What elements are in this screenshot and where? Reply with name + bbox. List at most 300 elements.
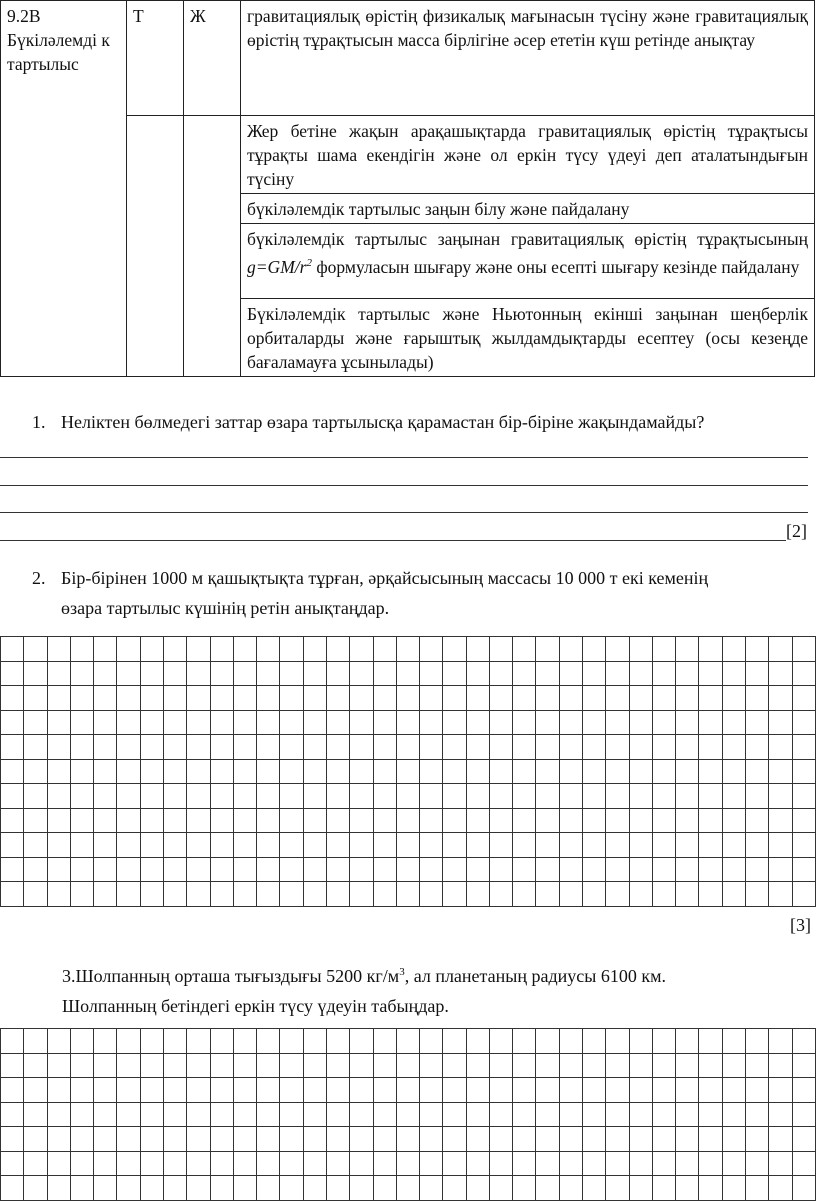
grid-cell[interactable]: [722, 857, 745, 882]
grid-cell[interactable]: [1, 1176, 24, 1201]
grid-cell[interactable]: [210, 1029, 233, 1054]
grid-cell[interactable]: [629, 1176, 652, 1201]
grid-cell[interactable]: [257, 833, 280, 858]
grid-cell[interactable]: [47, 1127, 70, 1152]
grid-cell[interactable]: [257, 686, 280, 711]
answer-grid-2[interactable]: [0, 1028, 816, 1201]
grid-cell[interactable]: [303, 759, 326, 784]
grid-cell[interactable]: [629, 661, 652, 686]
grid-cell[interactable]: [70, 857, 93, 882]
grid-cell[interactable]: [94, 1151, 117, 1176]
grid-cell[interactable]: [233, 1078, 256, 1103]
grid-cell[interactable]: [792, 1151, 815, 1176]
grid-cell[interactable]: [676, 1078, 699, 1103]
grid-cell[interactable]: [769, 686, 792, 711]
grid-cell[interactable]: [140, 735, 163, 760]
grid-cell[interactable]: [792, 1102, 815, 1127]
grid-cell[interactable]: [233, 637, 256, 662]
grid-cell[interactable]: [629, 882, 652, 907]
grid-cell[interactable]: [583, 1151, 606, 1176]
grid-cell[interactable]: [47, 637, 70, 662]
grid-cell[interactable]: [652, 1053, 675, 1078]
grid-cell[interactable]: [163, 735, 186, 760]
grid-cell[interactable]: [117, 1151, 140, 1176]
grid-cell[interactable]: [769, 661, 792, 686]
grid-cell[interactable]: [536, 1078, 559, 1103]
grid-cell[interactable]: [350, 710, 373, 735]
grid-cell[interactable]: [699, 784, 722, 809]
grid-cell[interactable]: [94, 857, 117, 882]
grid-cell[interactable]: [47, 1176, 70, 1201]
grid-cell[interactable]: [606, 1078, 629, 1103]
grid-cell[interactable]: [1, 1127, 24, 1152]
grid-cell[interactable]: [280, 1151, 303, 1176]
grid-cell[interactable]: [792, 833, 815, 858]
grid-cell[interactable]: [350, 1078, 373, 1103]
grid-cell[interactable]: [94, 1029, 117, 1054]
grid-cell[interactable]: [70, 637, 93, 662]
grid-cell[interactable]: [583, 1029, 606, 1054]
grid-cell[interactable]: [396, 857, 419, 882]
grid-cell[interactable]: [373, 1151, 396, 1176]
grid-cell[interactable]: [583, 833, 606, 858]
grid-cell[interactable]: [513, 857, 536, 882]
grid-cell[interactable]: [769, 637, 792, 662]
grid-cell[interactable]: [303, 857, 326, 882]
grid-cell[interactable]: [559, 1151, 582, 1176]
grid-cell[interactable]: [629, 637, 652, 662]
grid-cell[interactable]: [583, 710, 606, 735]
grid-cell[interactable]: [676, 735, 699, 760]
grid-cell[interactable]: [187, 759, 210, 784]
grid-cell[interactable]: [140, 637, 163, 662]
grid-cell[interactable]: [722, 1078, 745, 1103]
grid-cell[interactable]: [513, 1127, 536, 1152]
grid-cell[interactable]: [350, 661, 373, 686]
grid-cell[interactable]: [699, 686, 722, 711]
grid-cell[interactable]: [303, 808, 326, 833]
grid-cell[interactable]: [47, 710, 70, 735]
grid-cell[interactable]: [466, 1151, 489, 1176]
grid-cell[interactable]: [396, 784, 419, 809]
grid-cell[interactable]: [187, 833, 210, 858]
grid-cell[interactable]: [792, 637, 815, 662]
grid-cell[interactable]: [187, 1053, 210, 1078]
grid-cell[interactable]: [769, 1078, 792, 1103]
grid-cell[interactable]: [652, 833, 675, 858]
grid-cell[interactable]: [699, 1176, 722, 1201]
grid-cell[interactable]: [257, 759, 280, 784]
grid-cell[interactable]: [140, 833, 163, 858]
grid-cell[interactable]: [652, 1127, 675, 1152]
grid-cell[interactable]: [303, 661, 326, 686]
grid-cell[interactable]: [210, 637, 233, 662]
grid-cell[interactable]: [583, 882, 606, 907]
grid-cell[interactable]: [606, 1053, 629, 1078]
grid-cell[interactable]: [699, 661, 722, 686]
grid-cell[interactable]: [94, 1127, 117, 1152]
grid-cell[interactable]: [350, 808, 373, 833]
grid-cell[interactable]: [443, 857, 466, 882]
grid-cell[interactable]: [233, 710, 256, 735]
grid-cell[interactable]: [676, 784, 699, 809]
grid-cell[interactable]: [280, 1078, 303, 1103]
grid-cell[interactable]: [373, 759, 396, 784]
grid-cell[interactable]: [466, 857, 489, 882]
grid-cell[interactable]: [163, 784, 186, 809]
answer-grid-1[interactable]: [0, 636, 816, 907]
grid-cell[interactable]: [536, 759, 559, 784]
grid-cell[interactable]: [24, 1053, 47, 1078]
grid-cell[interactable]: [326, 833, 349, 858]
grid-cell[interactable]: [1, 710, 24, 735]
grid-cell[interactable]: [746, 857, 769, 882]
grid-cell[interactable]: [676, 882, 699, 907]
grid-cell[interactable]: [187, 1029, 210, 1054]
grid-cell[interactable]: [140, 1151, 163, 1176]
grid-cell[interactable]: [513, 1176, 536, 1201]
grid-cell[interactable]: [1, 1151, 24, 1176]
grid-cell[interactable]: [117, 1029, 140, 1054]
grid-cell[interactable]: [583, 661, 606, 686]
grid-cell[interactable]: [280, 857, 303, 882]
grid-cell[interactable]: [792, 710, 815, 735]
grid-cell[interactable]: [699, 735, 722, 760]
grid-cell[interactable]: [606, 833, 629, 858]
grid-cell[interactable]: [280, 637, 303, 662]
grid-cell[interactable]: [606, 710, 629, 735]
grid-cell[interactable]: [94, 784, 117, 809]
grid-cell[interactable]: [583, 686, 606, 711]
grid-cell[interactable]: [210, 808, 233, 833]
grid-cell[interactable]: [117, 1053, 140, 1078]
grid-cell[interactable]: [187, 686, 210, 711]
grid-cell[interactable]: [303, 784, 326, 809]
grid-cell[interactable]: [350, 1127, 373, 1152]
grid-cell[interactable]: [187, 1078, 210, 1103]
grid-cell[interactable]: [163, 1053, 186, 1078]
grid-cell[interactable]: [210, 1176, 233, 1201]
grid-cell[interactable]: [489, 1029, 512, 1054]
grid-cell[interactable]: [210, 686, 233, 711]
grid-cell[interactable]: [350, 735, 373, 760]
grid-cell[interactable]: [1, 759, 24, 784]
grid-cell[interactable]: [466, 1029, 489, 1054]
grid-cell[interactable]: [396, 637, 419, 662]
grid-cell[interactable]: [233, 1151, 256, 1176]
grid-cell[interactable]: [210, 735, 233, 760]
grid-cell[interactable]: [396, 1029, 419, 1054]
grid-cell[interactable]: [280, 784, 303, 809]
grid-cell[interactable]: [24, 857, 47, 882]
grid-cell[interactable]: [326, 1176, 349, 1201]
grid-cell[interactable]: [583, 1078, 606, 1103]
grid-cell[interactable]: [24, 735, 47, 760]
grid-cell[interactable]: [536, 882, 559, 907]
grid-cell[interactable]: [699, 833, 722, 858]
grid-cell[interactable]: [396, 686, 419, 711]
grid-cell[interactable]: [466, 784, 489, 809]
grid-cell[interactable]: [722, 808, 745, 833]
grid-cell[interactable]: [746, 710, 769, 735]
grid-cell[interactable]: [1, 784, 24, 809]
grid-cell[interactable]: [746, 661, 769, 686]
grid-cell[interactable]: [24, 808, 47, 833]
grid-cell[interactable]: [652, 1176, 675, 1201]
grid-cell[interactable]: [746, 759, 769, 784]
grid-cell[interactable]: [489, 661, 512, 686]
grid-cell[interactable]: [420, 1053, 443, 1078]
grid-cell[interactable]: [699, 808, 722, 833]
grid-cell[interactable]: [350, 1102, 373, 1127]
grid-cell[interactable]: [792, 882, 815, 907]
grid-cell[interactable]: [676, 759, 699, 784]
grid-cell[interactable]: [420, 710, 443, 735]
grid-cell[interactable]: [70, 1151, 93, 1176]
grid-cell[interactable]: [746, 1078, 769, 1103]
grid-cell[interactable]: [769, 784, 792, 809]
grid-cell[interactable]: [652, 637, 675, 662]
grid-cell[interactable]: [606, 637, 629, 662]
grid-cell[interactable]: [233, 1102, 256, 1127]
grid-cell[interactable]: [326, 1078, 349, 1103]
grid-cell[interactable]: [70, 1029, 93, 1054]
grid-cell[interactable]: [536, 1029, 559, 1054]
grid-cell[interactable]: [140, 808, 163, 833]
grid-cell[interactable]: [47, 1151, 70, 1176]
grid-cell[interactable]: [792, 686, 815, 711]
grid-cell[interactable]: [303, 1053, 326, 1078]
grid-cell[interactable]: [722, 784, 745, 809]
grid-cell[interactable]: [792, 1176, 815, 1201]
grid-cell[interactable]: [233, 1127, 256, 1152]
grid-cell[interactable]: [606, 735, 629, 760]
grid-cell[interactable]: [722, 1053, 745, 1078]
grid-cell[interactable]: [280, 1127, 303, 1152]
grid-cell[interactable]: [117, 759, 140, 784]
grid-cell[interactable]: [117, 1078, 140, 1103]
grid-cell[interactable]: [187, 784, 210, 809]
grid-cell[interactable]: [559, 686, 582, 711]
grid-cell[interactable]: [652, 808, 675, 833]
grid-cell[interactable]: [117, 833, 140, 858]
grid-cell[interactable]: [443, 1029, 466, 1054]
grid-cell[interactable]: [373, 1078, 396, 1103]
grid-cell[interactable]: [47, 833, 70, 858]
grid-cell[interactable]: [163, 1151, 186, 1176]
grid-cell[interactable]: [513, 1053, 536, 1078]
grid-cell[interactable]: [70, 1102, 93, 1127]
grid-cell[interactable]: [70, 661, 93, 686]
grid-cell[interactable]: [583, 735, 606, 760]
grid-cell[interactable]: [163, 710, 186, 735]
grid-cell[interactable]: [303, 882, 326, 907]
grid-cell[interactable]: [466, 637, 489, 662]
grid-cell[interactable]: [536, 833, 559, 858]
grid-cell[interactable]: [746, 1151, 769, 1176]
grid-cell[interactable]: [769, 857, 792, 882]
grid-cell[interactable]: [257, 710, 280, 735]
grid-cell[interactable]: [489, 882, 512, 907]
grid-cell[interactable]: [629, 833, 652, 858]
grid-cell[interactable]: [47, 686, 70, 711]
grid-cell[interactable]: [489, 1176, 512, 1201]
grid-cell[interactable]: [187, 1127, 210, 1152]
answer-line-4[interactable]: [0, 540, 786, 541]
grid-cell[interactable]: [140, 686, 163, 711]
grid-cell[interactable]: [350, 784, 373, 809]
grid-cell[interactable]: [466, 882, 489, 907]
grid-cell[interactable]: [746, 637, 769, 662]
grid-cell[interactable]: [1, 637, 24, 662]
grid-cell[interactable]: [769, 1176, 792, 1201]
grid-cell[interactable]: [746, 784, 769, 809]
grid-cell[interactable]: [722, 1151, 745, 1176]
grid-cell[interactable]: [489, 857, 512, 882]
grid-cell[interactable]: [373, 1127, 396, 1152]
grid-cell[interactable]: [233, 686, 256, 711]
grid-cell[interactable]: [652, 710, 675, 735]
grid-cell[interactable]: [303, 833, 326, 858]
grid-cell[interactable]: [466, 735, 489, 760]
grid-cell[interactable]: [583, 759, 606, 784]
grid-cell[interactable]: [489, 1078, 512, 1103]
grid-cell[interactable]: [443, 686, 466, 711]
grid-cell[interactable]: [70, 808, 93, 833]
grid-cell[interactable]: [47, 1053, 70, 1078]
grid-cell[interactable]: [280, 759, 303, 784]
grid-cell[interactable]: [140, 661, 163, 686]
grid-cell[interactable]: [280, 661, 303, 686]
grid-cell[interactable]: [140, 1176, 163, 1201]
grid-cell[interactable]: [699, 759, 722, 784]
grid-cell[interactable]: [513, 686, 536, 711]
grid-cell[interactable]: [117, 784, 140, 809]
grid-cell[interactable]: [606, 759, 629, 784]
grid-cell[interactable]: [396, 1102, 419, 1127]
grid-cell[interactable]: [233, 784, 256, 809]
grid-cell[interactable]: [303, 637, 326, 662]
grid-cell[interactable]: [1, 1029, 24, 1054]
grid-cell[interactable]: [652, 1151, 675, 1176]
grid-cell[interactable]: [536, 637, 559, 662]
grid-cell[interactable]: [443, 661, 466, 686]
grid-cell[interactable]: [652, 1078, 675, 1103]
grid-cell[interactable]: [210, 1053, 233, 1078]
grid-cell[interactable]: [280, 808, 303, 833]
grid-cell[interactable]: [559, 882, 582, 907]
grid-cell[interactable]: [326, 1029, 349, 1054]
grid-cell[interactable]: [466, 1102, 489, 1127]
grid-cell[interactable]: [257, 1176, 280, 1201]
grid-cell[interactable]: [140, 882, 163, 907]
grid-cell[interactable]: [326, 710, 349, 735]
grid-cell[interactable]: [163, 1029, 186, 1054]
grid-cell[interactable]: [536, 1053, 559, 1078]
grid-cell[interactable]: [769, 1151, 792, 1176]
grid-cell[interactable]: [420, 833, 443, 858]
grid-cell[interactable]: [722, 1127, 745, 1152]
grid-cell[interactable]: [722, 1176, 745, 1201]
grid-cell[interactable]: [1, 1053, 24, 1078]
grid-cell[interactable]: [629, 1151, 652, 1176]
grid-cell[interactable]: [769, 759, 792, 784]
grid-cell[interactable]: [140, 1127, 163, 1152]
grid-cell[interactable]: [396, 710, 419, 735]
grid-cell[interactable]: [257, 1102, 280, 1127]
grid-cell[interactable]: [1, 1078, 24, 1103]
grid-cell[interactable]: [1, 1102, 24, 1127]
grid-cell[interactable]: [722, 637, 745, 662]
grid-cell[interactable]: [163, 1078, 186, 1103]
grid-cell[interactable]: [47, 882, 70, 907]
grid-cell[interactable]: [140, 1078, 163, 1103]
grid-cell[interactable]: [583, 1102, 606, 1127]
grid-cell[interactable]: [187, 1176, 210, 1201]
grid-cell[interactable]: [489, 1053, 512, 1078]
grid-cell[interactable]: [326, 882, 349, 907]
grid-cell[interactable]: [420, 1078, 443, 1103]
grid-cell[interactable]: [559, 1127, 582, 1152]
grid-cell[interactable]: [746, 1029, 769, 1054]
grid-cell[interactable]: [676, 1127, 699, 1152]
grid-cell[interactable]: [559, 833, 582, 858]
grid-cell[interactable]: [396, 759, 419, 784]
grid-cell[interactable]: [24, 759, 47, 784]
grid-cell[interactable]: [559, 808, 582, 833]
grid-cell[interactable]: [396, 833, 419, 858]
grid-cell[interactable]: [489, 637, 512, 662]
grid-cell[interactable]: [373, 1053, 396, 1078]
grid-cell[interactable]: [699, 1151, 722, 1176]
grid-cell[interactable]: [303, 1127, 326, 1152]
grid-cell[interactable]: [163, 637, 186, 662]
grid-cell[interactable]: [24, 661, 47, 686]
grid-cell[interactable]: [769, 833, 792, 858]
grid-cell[interactable]: [652, 1102, 675, 1127]
grid-cell[interactable]: [792, 1053, 815, 1078]
grid-cell[interactable]: [140, 759, 163, 784]
grid-cell[interactable]: [536, 735, 559, 760]
grid-cell[interactable]: [1, 661, 24, 686]
grid-cell[interactable]: [326, 735, 349, 760]
grid-cell[interactable]: [559, 1078, 582, 1103]
grid-cell[interactable]: [536, 1176, 559, 1201]
grid-cell[interactable]: [24, 1029, 47, 1054]
grid-cell[interactable]: [187, 808, 210, 833]
grid-cell[interactable]: [792, 759, 815, 784]
grid-cell[interactable]: [210, 784, 233, 809]
grid-cell[interactable]: [699, 637, 722, 662]
grid-cell[interactable]: [257, 637, 280, 662]
grid-cell[interactable]: [303, 1176, 326, 1201]
grid-cell[interactable]: [513, 784, 536, 809]
grid-cell[interactable]: [117, 661, 140, 686]
grid-cell[interactable]: [722, 1029, 745, 1054]
grid-cell[interactable]: [513, 1029, 536, 1054]
grid-cell[interactable]: [583, 1127, 606, 1152]
grid-cell[interactable]: [233, 759, 256, 784]
grid-cell[interactable]: [373, 1102, 396, 1127]
grid-cell[interactable]: [420, 808, 443, 833]
grid-cell[interactable]: [187, 882, 210, 907]
grid-cell[interactable]: [47, 759, 70, 784]
grid-cell[interactable]: [513, 735, 536, 760]
grid-cell[interactable]: [70, 735, 93, 760]
grid-cell[interactable]: [746, 686, 769, 711]
grid-cell[interactable]: [140, 784, 163, 809]
grid-cell[interactable]: [536, 1127, 559, 1152]
